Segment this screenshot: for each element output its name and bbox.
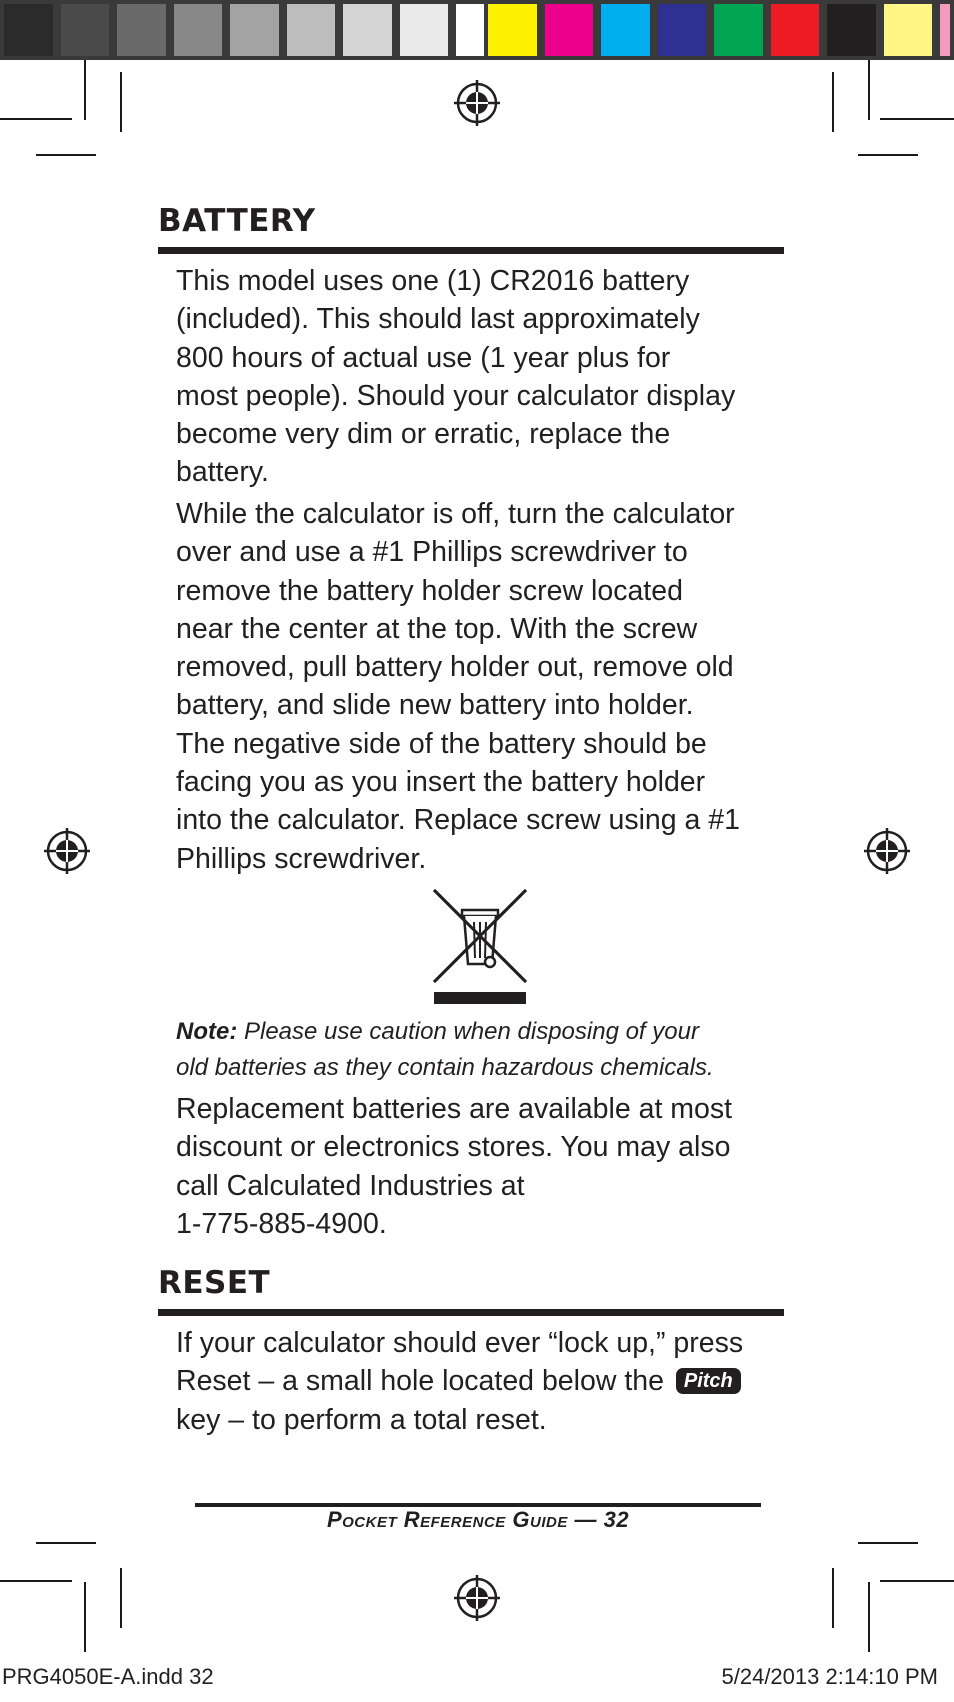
- crop-mark: [880, 1580, 954, 1582]
- page-footer: Pocket Reference Guide — 32: [326, 1507, 630, 1532]
- process-color-swatch: [767, 0, 824, 60]
- process-color-swatch: [597, 0, 654, 60]
- crop-mark: [868, 1582, 870, 1652]
- process-color-swatch: [484, 0, 541, 60]
- crop-mark: [858, 154, 918, 156]
- crop-mark: [84, 1582, 86, 1652]
- slug-timestamp: 5/24/2013 2:14:10 PM: [721, 1664, 938, 1689]
- crop-mark: [880, 118, 954, 120]
- crop-mark: [832, 72, 834, 132]
- reset-paragraph: If your calculator should ever “lock up,” press Reset – a small hole located below the Pitch key – to perform a total reset.: [176, 1327, 744, 1436]
- battery-paragraph-3: Replacement batteries are available at most discount or electronics stores. You may also call Calculated Industries at 1-775-885-4900.: [176, 1093, 733, 1240]
- gray-swatch: [283, 0, 340, 60]
- pitch-key-badge: Pitch: [676, 1368, 741, 1394]
- process-color-swatch: [654, 0, 711, 60]
- crop-mark: [36, 154, 96, 156]
- process-color-swatch: [880, 0, 937, 60]
- crop-mark: [858, 1542, 918, 1544]
- crop-mark: [0, 1580, 72, 1582]
- registration-mark-icon: [452, 78, 502, 128]
- battery-paragraph-1: This model uses one (1) CR2016 battery (included). This should last approximately 800 hours of actual use (1 year plus for most people). Should your calculator display become very dim or erratic, replace the battery.: [176, 265, 736, 489]
- section-rule: [158, 247, 784, 254]
- section-heading-battery: BATTERY: [158, 203, 316, 239]
- gray-swatch: [170, 0, 227, 60]
- section-heading-reset: RESET: [158, 1265, 271, 1301]
- gray-swatch: [57, 0, 114, 60]
- registration-mark-icon: [862, 826, 912, 876]
- gray-swatch: [113, 0, 170, 60]
- note-label: Note:: [176, 1018, 238, 1045]
- crossed-out-wheelie-bin-icon: [432, 888, 528, 1008]
- crop-mark: [832, 1568, 834, 1628]
- battery-disposal-note: Note: Please use caution when disposing of your old batteries as they contain hazardous chemicals.: [176, 1018, 714, 1081]
- crop-mark: [36, 1542, 96, 1544]
- gray-swatch: [0, 0, 57, 60]
- process-color-swatch: [936, 0, 954, 60]
- section-rule: [158, 1309, 784, 1316]
- registration-mark-icon: [42, 826, 92, 876]
- registration-mark-icon: [452, 1573, 502, 1623]
- crop-mark: [868, 60, 870, 120]
- crop-mark: [120, 1568, 122, 1628]
- gray-swatch: [339, 0, 396, 60]
- battery-paragraph-2: While the calculator is off, turn the calculator over and use a #1 Phillips screwdriver to remove the battery holder screw located near the center at the top. With the screw removed, pull battery holder out, remove old battery, and slide new battery into holder. The negative side of the battery should be facing you as you insert the battery holder into the calculator. Replace screw using a #1 Phillips screwdriver.: [176, 498, 740, 875]
- gray-swatch: [226, 0, 283, 60]
- gray-swatch: [396, 0, 453, 60]
- slug-filename: PRG4050E-A.indd 32: [2, 1664, 214, 1689]
- process-color-swatch: [823, 0, 880, 60]
- crop-mark: [84, 60, 86, 120]
- process-color-swatch: [541, 0, 598, 60]
- process-color-swatch: [710, 0, 767, 60]
- crop-mark: [120, 72, 122, 132]
- crop-mark: [0, 118, 72, 120]
